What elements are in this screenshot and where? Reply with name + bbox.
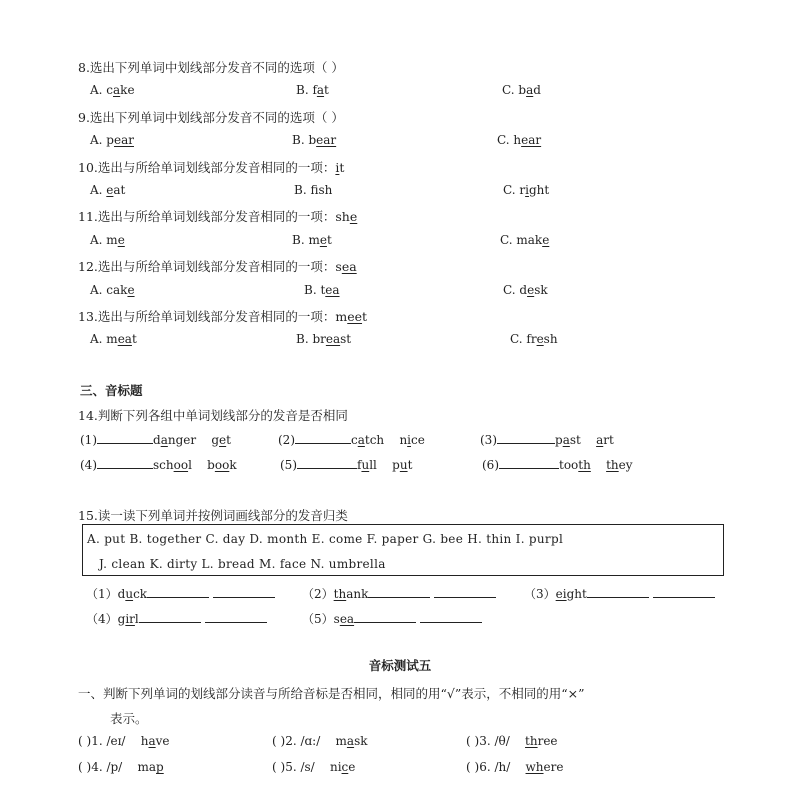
q14-item-3: (3) past art (480, 433, 614, 447)
q15-stem: 15.读一读下列单词并按例词画线部分的发音归类 (78, 508, 348, 523)
q8-option-b: B. fat (296, 83, 329, 97)
test5-item-3: ( )3. /θ/ three (466, 734, 558, 748)
q14-item-6: (6) tooth they (482, 458, 633, 472)
answer-blank[interactable]: ( ) (272, 734, 286, 748)
q11-option-a: A. me (90, 233, 125, 247)
q13-stem: 13.选出与所给单词划线部分发音相同的一项：meet (78, 309, 368, 324)
q15-category-1: （1）duck (86, 585, 275, 602)
word-bank-row-2: J. clean K. dirty L. bread M. face N. umbrella (99, 557, 386, 571)
q13-option-c: C. fresh (510, 332, 558, 346)
q12-stem: 12.选出与所给单词划线部分发音相同的一项：sea (78, 259, 357, 274)
q15-category-3: （3）eight (524, 585, 715, 602)
q14-item-2: (2) catch nice (278, 433, 425, 447)
q14-item-1: (1) danger get (80, 433, 231, 447)
answer-blank[interactable]: ( ) (78, 760, 92, 774)
q9-option-a: A. pear (90, 133, 134, 147)
q9-option-b: B. bear (292, 133, 337, 147)
q10-option-b: B. fsh (294, 183, 333, 197)
test5-item-2: ( )2. /ɑ:/ mask (272, 734, 368, 748)
q10-option-a: A. eat (90, 183, 126, 197)
word-bank-row-1: A. put B. together C. day D. month E. come F. paper G. bee H. thin I. purpl (87, 532, 564, 546)
test5-item-5: ( )5. /s/ nice (272, 760, 356, 774)
q14-item-5: (5) full put (280, 458, 413, 472)
q15-category-4: （4）girl (86, 610, 267, 627)
q12-option-a: A. cake (90, 283, 135, 297)
test5-item-6: ( )6. /h/ where (466, 760, 564, 774)
section-3-heading: 三、音标题 (80, 383, 143, 398)
test5-instruction-line-2: 表示。 (110, 711, 148, 726)
test5-title: 音标测试五 (368, 658, 432, 673)
q15-category-5: （5）sea (302, 610, 482, 627)
q12-option-c: C. desk (503, 283, 548, 297)
answer-blank[interactable]: ( ) (466, 760, 480, 774)
q13-option-a: A. meat (90, 332, 137, 346)
test5-item-4: ( )4. /p/ map (78, 760, 164, 774)
q9-stem: 9.选出下列单词中划线部分发音不同的选项（ ） (78, 110, 344, 125)
word-bank-box (82, 524, 724, 576)
q15-category-2: （2）thank (302, 585, 496, 602)
q11-option-b: B. met (292, 233, 332, 247)
q8-option-a: A. cake (90, 83, 135, 97)
q10-stem: 10.选出与所给单词划线部分发音相同的一项：it (78, 160, 345, 175)
answer-blank[interactable]: ( ) (78, 734, 92, 748)
q8-stem: 8.选出下列单词中划线部分发音不同的选项（ ） (78, 60, 344, 75)
q11-option-c: C. make (500, 233, 550, 247)
q10-option-c: C. right (503, 183, 550, 197)
q8-option-c: C. bad (502, 83, 541, 97)
answer-blank[interactable]: ( ) (272, 760, 286, 774)
test5-item-1: ( )1. /eɪ/ have (78, 734, 170, 748)
q12-option-b: B. tea (304, 283, 340, 297)
q14-item-4: (4) school book (80, 458, 237, 472)
answer-blank[interactable]: ( ) (466, 734, 480, 748)
q9-option-c: C. hear (497, 133, 542, 147)
test5-instruction-line-1: 一、判断下列单词的划线部分读音与所给音标是否相同，相同的用“√”表示，不相同的用“×” (78, 686, 585, 701)
q14-stem: 14.判断下列各组中单词划线部分的发音是否相同 (78, 408, 348, 423)
q13-option-b: B. breast (296, 332, 352, 346)
q11-stem: 11.选出与所给单词划线部分发音相同的一项：she (78, 209, 358, 224)
